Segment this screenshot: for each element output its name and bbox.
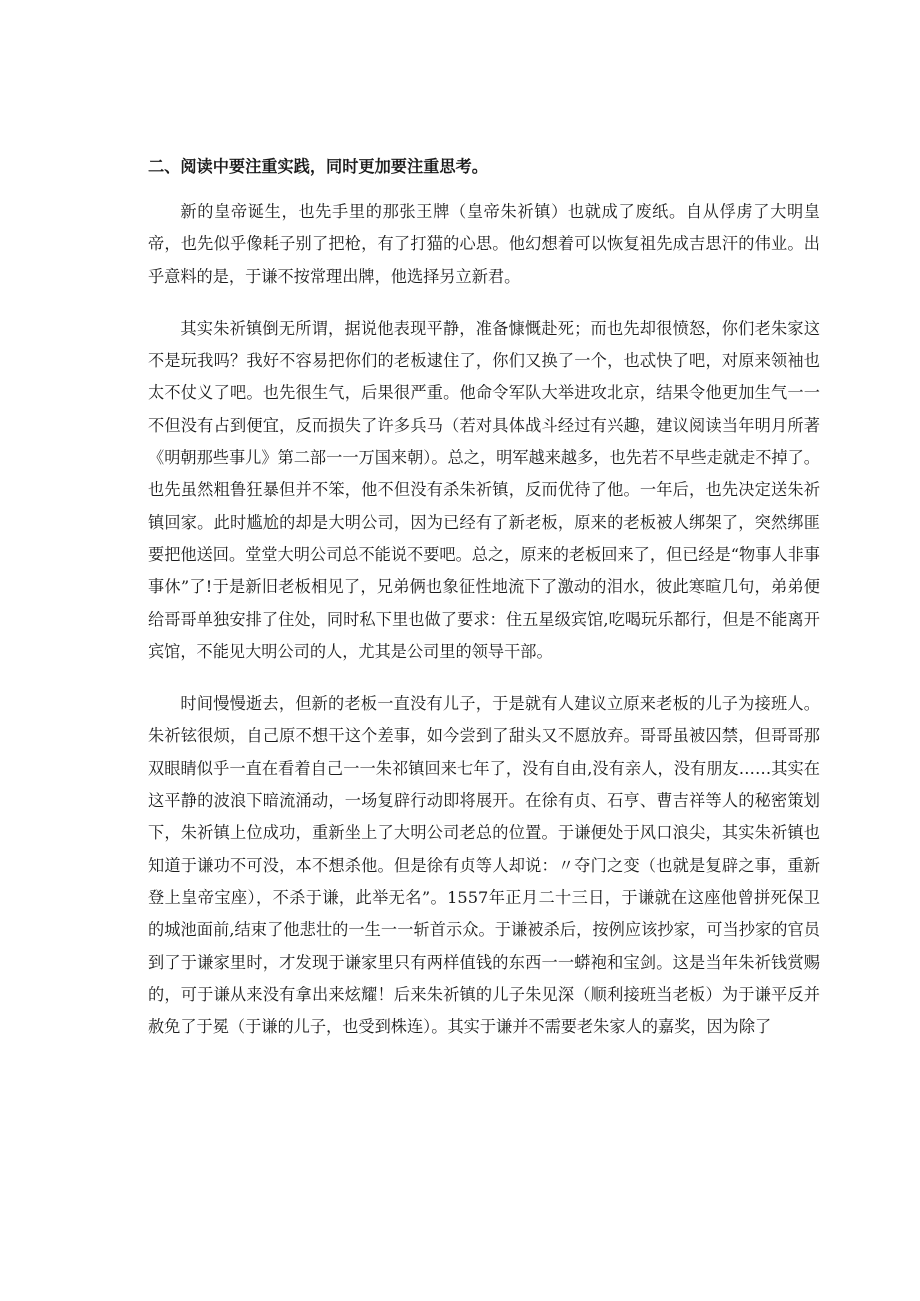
- paragraph-2: 其实朱祈镇倒无所谓，据说他表现平静，准备慷慨赴死；而也先却很愤怒，你们老朱家这不是玩我吗？我好不容易把你们的老板逮住了，你们又换了一个，也忒快了吧，对原来领袖也太不仗义了吧。也先很生气，后果很严重。他命令军队大举进攻北京，结果令他更加生气一一不但没有占到便宜，反而损失了许多兵马（若对具体战斗经过有兴趣，建议阅读当年明月所著《明朝那些事儿》第二部一一万国来朝）。总之，明军越来越多，也先若不早些走就走不掉了。也先虽然粗鲁狂暴但并不笨，他不但没有杀朱祈镇，反而优待了他。一年后，也先决定送朱祈镇回家。此时尴尬的却是大明公司，因为已经有了新老板，原来的老板被人绑架了，突然绑匪要把他送回。堂堂大明公司总不能说不要吧。总之，原来的老板回来了，但已经是“物事人非事事休”了!于是新旧老板相见了，兄弟俩也象征性地流下了激动的泪水，彼此寒暄几句，弟弟便给哥哥单独安排了住处，同时私下里也做了要求：住五星级宾馆,吃喝玩乐都行，但是不能离开宾馆，不能见大明公司的人，尤其是公司里的领导干部。: [148, 318, 820, 661]
- document-body: [148, 152, 820, 1043]
- paragraph-3: 时间慢慢逝去，但新的老板一直没有儿子，于是就有人建议立原来老板的儿子为接班人。朱祈铉很烦，自己原不想干这个差事，如今尝到了甜头又不愿放弃。哥哥虽被囚禁，但哥哥那双眼睛似乎一直在看着自己一一朱祁镇回来七年了，没有自由,没有亲人，没有朋友……其实在这平静的波浪下暗流涌动，一场复辟行动即将展开。在徐有贞、石亨、曹吉祥等人的秘密策划下，朱祈镇上位成功，重新坐上了大明公司老总的位置。于谦便处于风口浪尖，其实朱祈镇也知道于谦功不可没，本不想杀他。但是徐有贞等人却说：〃夺门之变（也就是复辟之事，重新登上皇帝宝座），不杀于谦，此举无名”。1557年正月二十三日，于谦就在这座他曾拼死保卫的城池面前,结束了他悲壮的一生一一斩首示众。于谦被杀后，按例应该抄家，可当抄家的官员到了于谦家里时，才发现于谦家里只有两样值钱的东西一一蟒袍和宝剑。这是当年朱祈钱赏赐的，可于谦从来没有拿出来炫耀！后来朱祈镇的儿子朱见深（顺利接班当老板）为于谦平反并赦免了于冕（于谦的儿子，也受到株连）。其实于谦并不需要老朱家人的嘉奖，因为除了: [148, 694, 820, 1037]
- section-heading: 二、阅读中要注重实践，同时更加要注重思考。: [148, 157, 488, 176]
- paragraph-1: 新的皇帝诞生，也先手里的那张王牌（皇帝朱祈镇）也就成了废纸。自从俘虏了大明皇帝，也先似乎像耗子别了把枪，有了打猫的心思。他幻想着可以恢复祖先成吉思汗的伟业。出乎意料的是，于谦不按常理出牌，他选择另立新君。: [148, 202, 820, 286]
